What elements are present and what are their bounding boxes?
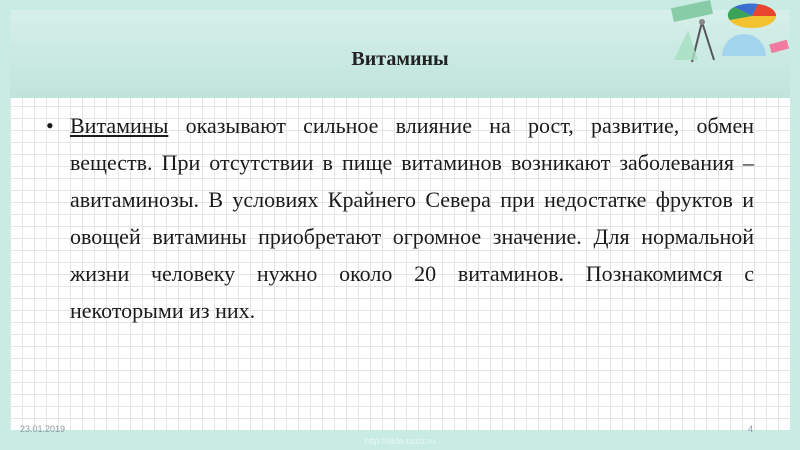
body-paragraph xyxy=(70,107,754,329)
keyword-term: Витамины xyxy=(70,113,169,138)
footer-page-number: 4 xyxy=(748,424,754,434)
paragraph-text: оказывают сильное влияние на рост, развитие, обмен веществ. При отсутствии в пище витаминов возникают заболевания – авитаминозы. В условиях Крайнего Севера при недостатке фруктов и овощей витамины приобретают огромное значение. Для нормальной жизни человеку нужно около 20 витаминов. Познакомимся с некоторыми из них. xyxy=(70,113,754,323)
bullet-marker: • xyxy=(46,113,54,138)
footer-date: 23.01.2019 xyxy=(20,424,66,434)
footer-url: http://aida.ucoz.ru xyxy=(364,436,436,446)
page-title: Витамины xyxy=(351,48,449,70)
